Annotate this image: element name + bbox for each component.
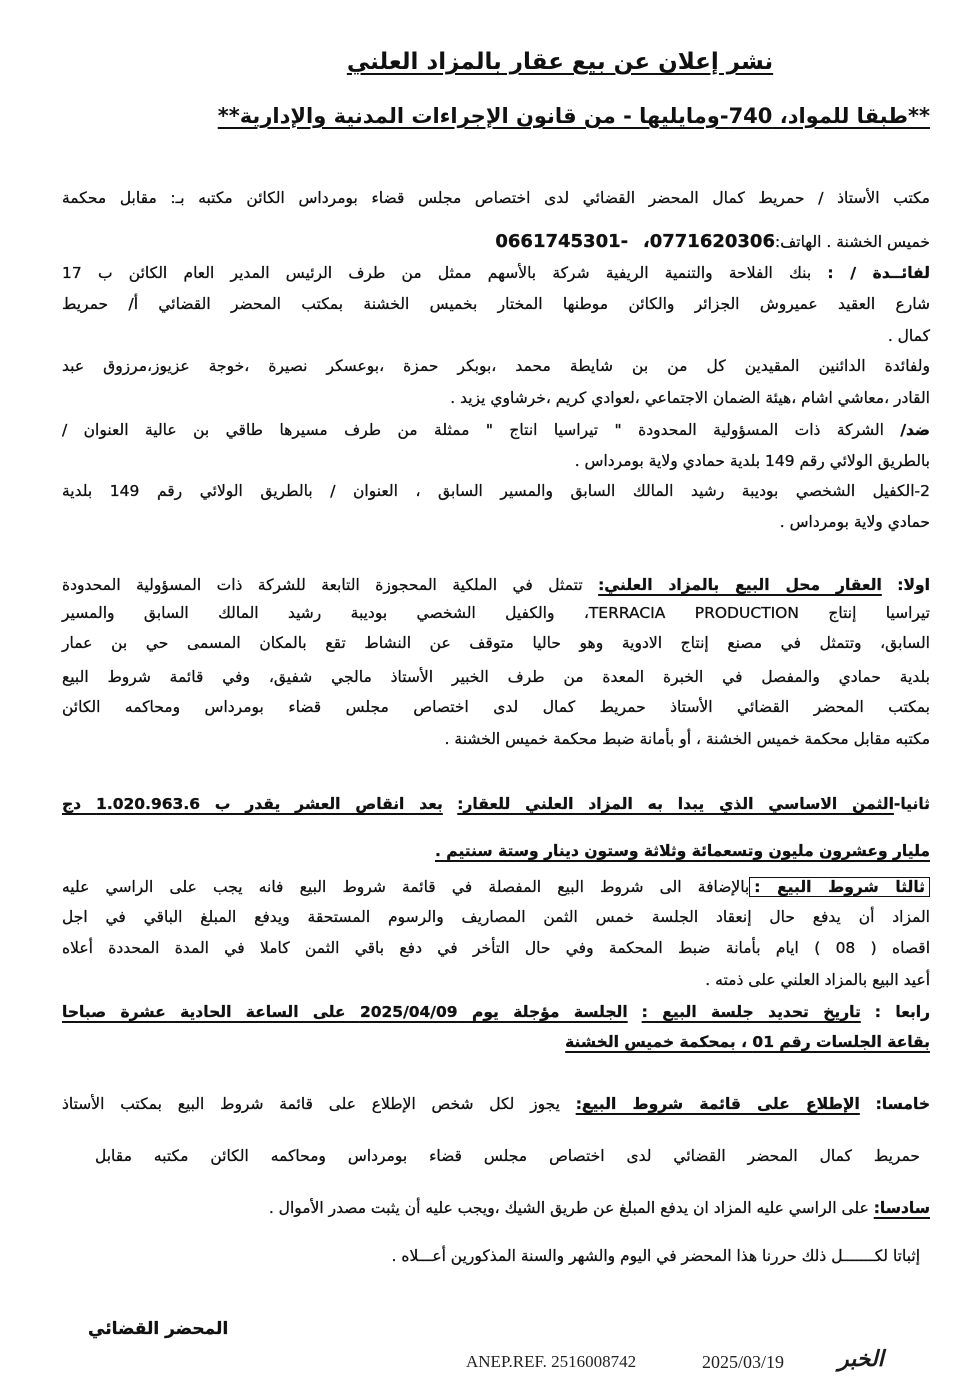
legal-basis-subtitle: **طبقا للمواد، 740-ومايليها - من قانون الإجراءات المدنية والإدارية** — [217, 104, 930, 128]
section-third-line-3: اقصاه ( 08 ) ايام بأمانة ضبط المحكمة وفي حال التأخر في دفع باقي الثمن كاملا في المدة المحددة أعلاه — [62, 939, 930, 957]
section-second-line-1 — [62, 791, 930, 817]
section-third-line-1 — [62, 874, 930, 900]
signature-title: المحضر القضائي — [88, 1319, 229, 1339]
section-fourth-label: رابعا : — [874, 1003, 930, 1021]
section-sixth-label: سادسا: — [873, 1199, 930, 1217]
phone-number-1: 0771620306، — [642, 231, 775, 252]
creditors-line-1: ولفائدة الدائنين المقيدين كل من بن شايطة محمد ،بوبكر حمزة ،بوعسكر نصيرة ،خوجة عزيوز،مرزوق عبد — [62, 357, 930, 375]
section-fourth-line-2 — [62, 1029, 930, 1055]
section-fifth-text-1: يجوز لكل شخص الإطلاع على قائمة شروط البيع بمكتب الأستاذ — [62, 1095, 560, 1113]
defendant-text-1: الشركة ذات المسؤولية المحدودة " تيراسيا انتاج " ممثلة من طرف مسيرها طاقي بن عالية العنوان / — [62, 421, 884, 439]
beneficiary-text-1: بنك الفلاحة والتنمية الريفية شركة بالأسهم ممثل من طرف الرئيس المدير العام الكائن ب 17 — [62, 264, 812, 282]
section-first-line-1 — [62, 572, 930, 598]
newspaper-logo: الخبر — [838, 1347, 884, 1372]
beneficiary-line-3: كمال . — [887, 327, 930, 345]
guarantor-line-1: 2-الكفيل الشخصي بوديبة رشيد المالك السابق والمسير السابق ، العنوان / بالطريق الولائي رقم 149 بلدية — [62, 482, 931, 500]
creditors-line-2: القادر ،معاشي اشام ،هيئة الضمان الاجتماعي ،لعوادي كريم ،خرشاوي يزيد . — [450, 389, 930, 407]
section-first-line-3: السابق، وتتمثل في مصنع إنتاج الادوية وهو حاليا متوقف عن النشاط تقع بالمكان المسمى حي بن عمار — [62, 634, 930, 652]
base-price: بعد انقاص العشر يقدر ب 1.020.963.6 دج — [62, 795, 443, 813]
session-venue: بقاعة الجلسات رقم 01 ، بمحكمة خميس الخشنة — [565, 1033, 930, 1051]
section-third-line-4: أعيد البيع بالمزاد العلني على ذمته . — [705, 971, 930, 989]
section-third-label: ثالثا شروط البيع : — [749, 877, 930, 897]
section-first-label: اولا: — [897, 576, 930, 594]
section-second-label: ثانيا- — [893, 795, 930, 813]
section-first-line-6: مكتبه مقابل محكمة خميس الخشنة ، أو بأمانة ضبط محكمة خميس الخشنة . — [444, 730, 930, 748]
section-second-heading: الثمن الاساسي الذي يبدا به المزاد العلني للعقار: — [457, 795, 894, 813]
office-line-1: مكتب الأستاذ / حمريط كمال المحضر القضائي لدى اختصاص مجلس قضاء بومرداس الكائن مكتبه بـ: مقابل محكمة — [62, 189, 930, 207]
defendant-label: ضد/ — [900, 421, 930, 439]
base-price-in-words: مليار وعشرون مليون وتسعمائة وثلاثة وستون دينار وستة سنتيم . — [435, 842, 930, 860]
section-first-text-1: تتمثل في الملكية المحجوزة التابعة للشركة ذات المسؤولية المحدودة — [62, 576, 583, 594]
anep-reference: ANEP.REF. 2516008742 — [466, 1352, 637, 1371]
section-first-line-4: بلدية حمادي والمفصل في الخبرة المعدة من طرف الخبير الأستاذ مالجي شفيق، وفي قائمة شروط البيع — [62, 668, 930, 686]
office-line-2 — [62, 229, 930, 255]
section-third-line-2: المزاد أن يدفع حال إنعقاد الجلسة خمس الثمن المصاريف والرسوم المستحقة ويدفع المبلغ الباقي في اجل — [62, 908, 930, 926]
publication-date: 2025/03/19 — [702, 1352, 785, 1372]
phone-number-2: -0661745301 — [495, 231, 629, 252]
guarantor-line-2: حمادي ولاية بومرداس . — [779, 513, 930, 531]
section-fifth-label: خامسا: — [875, 1095, 930, 1113]
section-sixth-line-1 — [62, 1195, 930, 1221]
section-fourth-line-1 — [62, 999, 930, 1025]
beneficiary-line-2: شارع العقيد عميروش الجزائر والكائن موطنها المختار بخميس الخشنة بمكتب المحضر القضائي أ/ حمريط — [62, 295, 930, 313]
office-place-and-phone-label: خميس الخشنة . الهاتف: — [774, 233, 930, 251]
beneficiary-label: لفائــدة / : — [827, 264, 930, 282]
beneficiary-line-1 — [62, 260, 930, 286]
section-fifth-heading: الإطلاع على قائمة شروط البيع: — [575, 1095, 860, 1113]
section-first-heading: العقار محل البيع بالمزاد العلني: — [598, 576, 882, 594]
section-first-line-2: تيراسيا إنتاج TERRACIA PRODUCTION، والكفيل الشخصي بوديبة رشيد المالك السابق والمسير — [62, 604, 930, 622]
defendant-line-1 — [62, 417, 930, 443]
defendant-line-2: بالطريق الولائي رقم 149 بلدية حمادي ولاية بومرداس . — [574, 452, 930, 470]
closing-statement: إثباتا لكـــــــل ذلك حررنا هذا المحضر في اليوم والشهر والسنة المذكورين أعـــلاه . — [391, 1247, 920, 1265]
session-date-time: الجلسة مؤجلة يوم 2025/04/09 على الساعة الحادية عشرة صباحا — [62, 1003, 628, 1021]
section-fifth-line-2: حمريط كمال المحضر القضائي لدى اختصاص مجلس قضاء بومرداس ومحاكمه الكائن مكتبه مقابل — [95, 1147, 920, 1165]
section-first-line-5: بمكتب المحضر القضائي الأستاذ حمريط كمال لدى اختصاص مجلس قضاء بومرداس ومحاكمه الكائن — [62, 698, 930, 716]
section-fifth-line-1 — [62, 1091, 930, 1117]
section-sixth-text: على الراسي عليه المزاد ان يدفع المبلغ عن طريق الشيك ،ويجب عليه أن يثبت مصدر الأموال . — [268, 1199, 869, 1217]
section-fourth-heading: تاريخ تحديد جلسة البيع : — [641, 1003, 861, 1021]
section-third-text-1: بالإضافة الى شروط البيع المفصلة في قائمة شروط البيع فانه يجب على الراسي عليه — [62, 878, 750, 896]
page-title: نشر إعلان عن بيع عقار بالمزاد العلني — [346, 49, 774, 75]
section-second-line-2 — [62, 838, 930, 864]
